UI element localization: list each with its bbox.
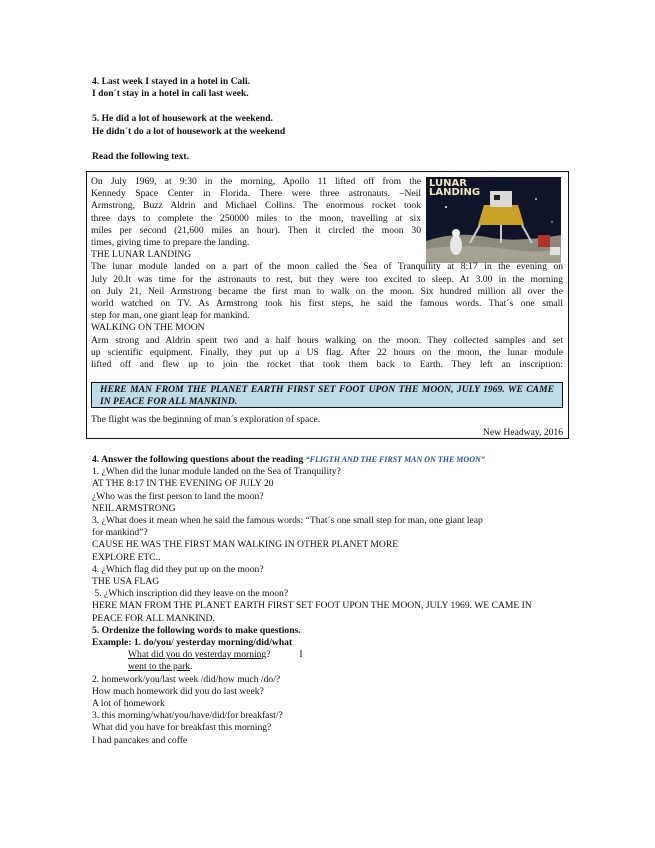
poster-title: LUNAR LANDING [429,178,481,198]
answer-line: PEACE FOR ALL MANKIND. [92,612,215,624]
source-citation: New Headway, 2016 [482,427,563,439]
spacer [92,100,572,113]
answer-line: EXPLORE ETC.. [92,551,161,563]
question-line: ¿Who was the first person to land the moon? [92,490,264,502]
questions-title [92,454,572,466]
exercise-4-sentence: 4. Last week I stayed in a hotel in Cali. [92,76,251,87]
question-line: for mankind”? [92,527,148,539]
example-pronoun: I [299,649,303,661]
ordering-title: 5. Ordenize the following words to make questions. [92,624,301,636]
question-line: 3. ¿What does it mean when he said the famous words: “That´s one small step for man, one giant leap [92,515,483,527]
exercise-5-answer: He didn´t do a lot of housework at the weekend [92,125,286,137]
ordering-line: 2. homework/you/last week /did/how much /do/? [92,673,281,685]
example-answer-line [92,649,572,661]
example-answer-underlined: What did you do yesterday morning [128,649,267,661]
reading-box [86,171,569,439]
example-lead: Example: 1. do/you/ yesterday morning/did/what [92,637,293,649]
reading-text [91,176,563,371]
text-line: world watched on TV. As Armstrong took his first steps, he said the famous words. That´s one small [91,298,563,310]
text-line: Kennedy Space Center in Florida. There were three astronauts. –Neil [91,188,421,200]
ordering-line: I had pancakes and coffe [92,734,188,746]
ordering-line: How much homework did you do last week? [92,685,264,697]
example-answer-underlined: went to the park [128,661,191,673]
example-period: . [190,661,193,673]
question-line: 4. ¿Which flag did they put up on the moon? [92,563,264,575]
inscription-line: IN PEACE FOR ALL MANKIND. [100,396,238,408]
question-line: 1. ¿When did the lunar module landed on the Sea of Tranquility? [92,466,341,478]
lunar-landing-heading: THE LUNAR LANDING [91,249,192,261]
example-line [92,637,572,649]
text-line: lifted off and flew up to join the rocket that took them back to Earth. They left an inscription: [91,359,563,371]
intro-paragraph [91,176,421,249]
text-line: On July 1969, at 9:30 in the morning, Apollo 11 lifted off from the [91,176,421,187]
example-question-mark: ? [266,649,271,661]
text-line: miles per second (21,600 miles an hour). Then it circled the moon 30 [91,224,421,236]
walking-heading: WALKING ON THE MOON [91,322,205,334]
answer-line: THE USA FLAG [92,576,160,588]
questions-title-quote: “FLIGTH AND THE FIRST MAN ON THE MOON” [305,455,485,464]
questions-section [92,454,572,747]
closing-line: The flight was the beginning of man´s exploration of space. [91,414,321,425]
inscription-line: HERE MAN FROM THE PLANET EARTH FIRST SET FOOT UPON THE MOON, JULY 1969. WE CAME [100,384,554,395]
ordering-line: What did you have for breakfast this morning? [92,722,272,734]
text-line: three days to complete the 250000 miles to the moon, travelling at six [91,212,421,224]
inscription-box [91,382,563,408]
exercise-4-answer: I don´t stay in a hotel in cali last week. [92,88,249,100]
answer-line: NEIL ARMSTRONG [92,502,176,514]
exercise-5-sentence: 5. He did a lot of housework at the weekend. [92,113,273,125]
spacer [92,138,572,151]
text-line: step for man, one giant leap for mankind. [91,310,250,322]
text-line: on July 21, Neil Armstrong became the first man to walk on the moon. Six hundred million all over the [91,285,563,297]
questions-title-lead: 4. Answer the following questions about the reading [92,454,304,465]
answer-line: AT THE 8:17 IN THE EVENING OF JULY 20 [92,478,274,490]
text-line: times, giving time to prepare the landing. [91,237,250,249]
text-line: Arm strong and Aldrin spent two and a half hours walking on the moon. They collected samples and set [91,334,563,346]
answer-line: CAUSE HE WAS THE FIRST MAN WALKING IN OTHER PLANET MORE [92,539,399,551]
closing-text [91,414,563,439]
example-answer-line-2 [92,661,572,673]
ordering-line: 3. this morning/what/you/have/did/for breakfast/? [92,710,283,722]
question-line: 5. ¿Which inscription did they leave on the moon? [92,588,289,600]
text-line: up scientific equipment. Finally, they put up a US flag. After 22 hours on the moon, the lunar module [91,346,563,358]
text-line: Armstrong, Buzz Aldrin and Michael Collins. The enormous rocket took [91,200,421,212]
top-exercises [92,76,572,163]
answer-line: HERE MAN FROM THE PLANET EARTH FIRST SET FOOT UPON THE MOON, JULY 1969. WE CAME IN [92,600,532,612]
ordering-line: A lot of homework [92,698,165,710]
text-line: July 20.It was time for the astronauts to rest, but they were too excited to sleep. At 3.00 in the morning [91,273,563,285]
text-line: The lunar module landed on a part of the moon called the Sea of Tranquility at 8:17 in the evening on [91,261,563,273]
read-heading: Read the following text. [92,150,189,162]
